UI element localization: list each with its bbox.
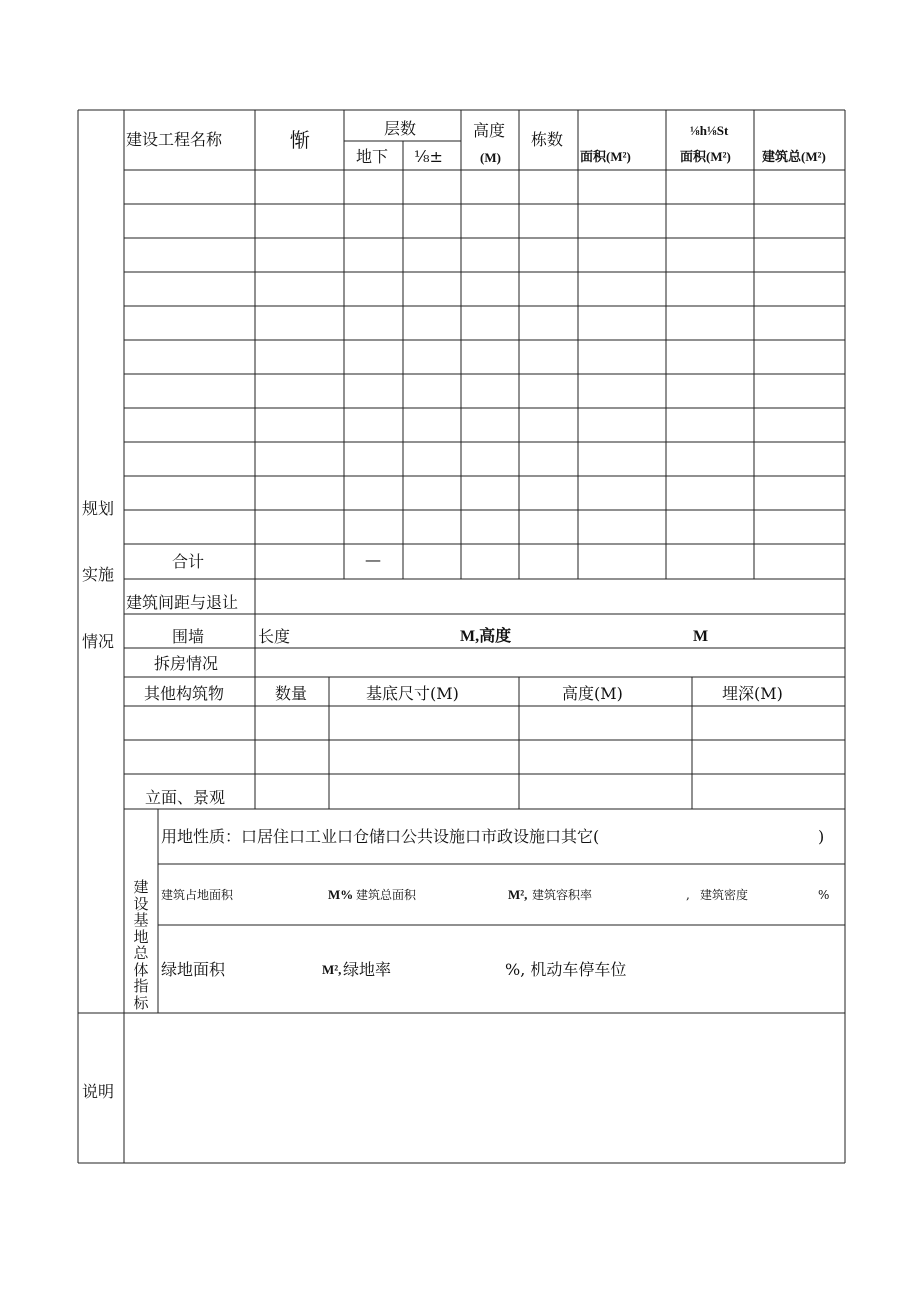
side-label-notes: 说明 — [82, 1082, 115, 1101]
header-height-unit: (M) — [480, 150, 501, 165]
other-quantity-label: 数量 — [275, 684, 308, 703]
footprint-unit: M% — [328, 887, 354, 902]
wall-height-label: M,高度 — [460, 628, 512, 645]
row-spacing-label: 建筑间距与退让 — [126, 593, 239, 612]
far-comma: , — [686, 888, 690, 902]
far-label: 建筑容积率 — [532, 888, 593, 902]
wall-height-unit: M — [693, 628, 709, 645]
other-base-size-label: 基底尺寸(M) — [366, 684, 459, 703]
row-total-label: 合计 — [172, 552, 205, 571]
footprint-label: 建筑占地面积 — [161, 888, 234, 902]
header-above-ground: ⅛± — [414, 147, 443, 166]
row-wall-label: 围墙 — [172, 627, 205, 646]
side-label-plan-1: 规划 — [82, 499, 115, 518]
side-label-plan-2: 实施 — [82, 565, 115, 584]
side-label-plan-3: 情况 — [82, 632, 115, 651]
parking-label: %, 机动车停车位 — [505, 960, 627, 979]
green-area-label: 绿地面积 — [161, 960, 226, 979]
header-col2: 惭 — [290, 128, 310, 152]
other-depth-label: 埋深(M) — [722, 684, 783, 703]
header-area2: 面积(M²) — [680, 149, 731, 164]
header-project-name: 建设工程名称 — [126, 130, 223, 149]
row-demolition-label: 拆房情况 — [154, 654, 219, 673]
other-height-label: 高度(M) — [562, 684, 623, 703]
header-total-area: 建筑总(M²) — [762, 149, 826, 164]
header-height: 高度 — [473, 121, 506, 140]
header-buildings: 栋数 — [531, 130, 564, 149]
gross-area-unit: M², — [508, 887, 528, 902]
header-floors: 层数 — [384, 119, 417, 138]
land-use-close: ) — [818, 827, 825, 846]
row-total-dash: — — [365, 550, 381, 569]
density-label: 建筑密度 — [700, 888, 749, 902]
other-structures-label: 其他构筑物 — [144, 684, 225, 703]
green-rate-label: 绿地率 — [343, 960, 392, 979]
header-area2-top: ⅛h⅛St — [690, 123, 729, 138]
land-use-options: 用地性质：口居住口工业口仓储口公共设施口市政设施口其它( — [161, 827, 600, 846]
density-unit: % — [818, 888, 830, 902]
header-area1: 面积(M²) — [580, 149, 631, 164]
row-facade-label: 立面、景观 — [145, 788, 226, 807]
green-area-unit: M², — [322, 962, 342, 977]
wall-length-label: 长度 — [258, 627, 291, 646]
gross-area-label: 建筑总面积 — [356, 888, 417, 902]
header-underground: 地下 — [356, 147, 389, 166]
side-label-base-indicators: 建设基地总体指标 — [133, 878, 149, 1012]
